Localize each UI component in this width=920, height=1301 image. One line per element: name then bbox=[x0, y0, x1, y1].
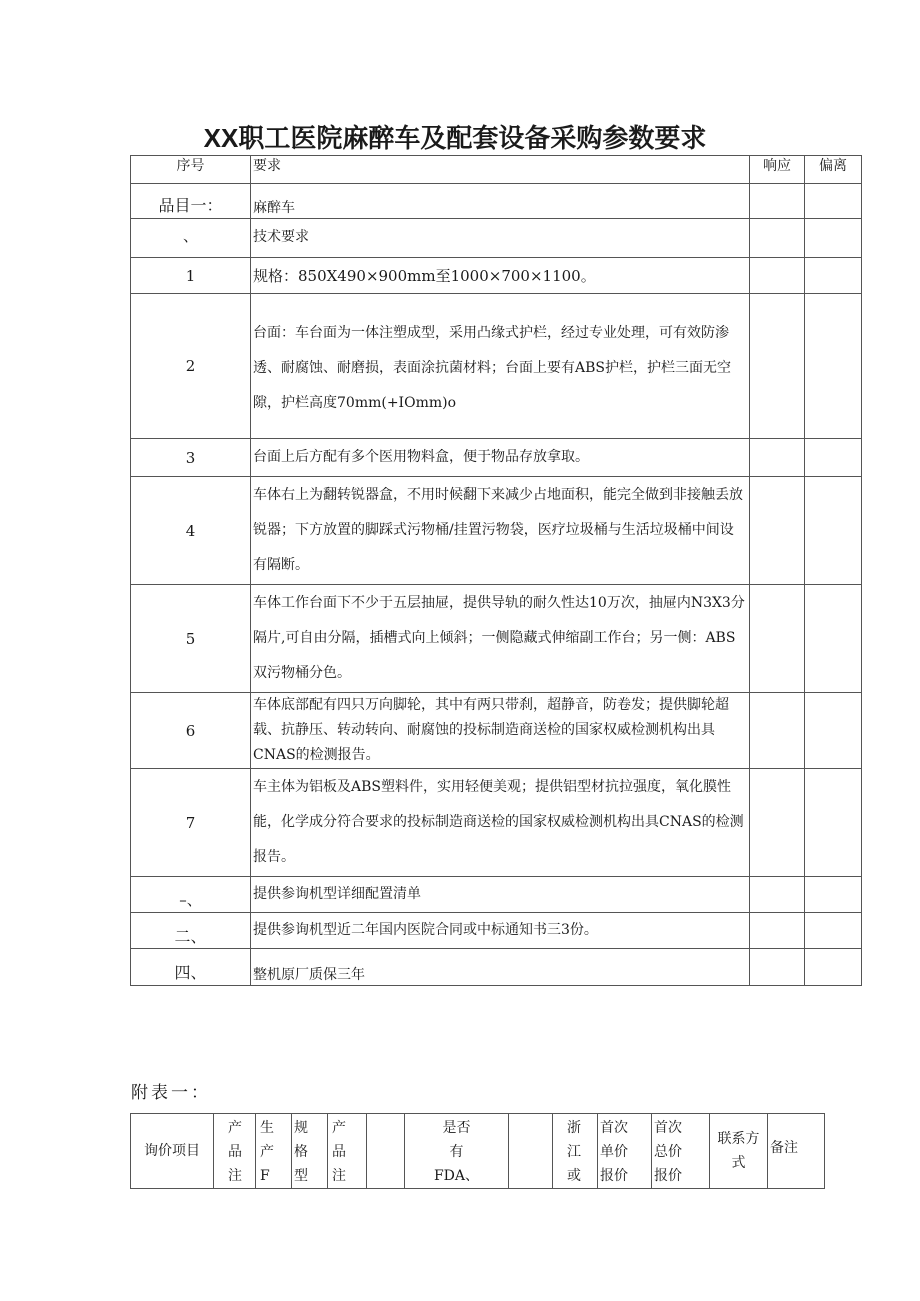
inquiry-col-product-reg: 产 品 注 bbox=[214, 1114, 256, 1189]
table-row bbox=[131, 877, 862, 913]
response-cell[interactable] bbox=[750, 949, 805, 986]
inquiry-col-remarks: 备注 bbox=[768, 1114, 825, 1189]
inquiry-table bbox=[130, 1113, 825, 1189]
inquiry-col-blank-1 bbox=[367, 1114, 405, 1189]
response-cell[interactable] bbox=[750, 769, 805, 877]
row-text: 车体工作台面下不少于五层抽屉，提供导轨的耐久性达10万次，抽屉内N3X3分隔片,可自由分隔，插槽式向上倾斜；一侧隐藏式伸缩副工作台；另一侧：ABS双污物桶分色。 bbox=[251, 585, 750, 693]
row-no: 3 bbox=[131, 439, 251, 477]
row-text: 台面上后方配有多个医用物料盒，便于物品存放拿取。 bbox=[251, 439, 750, 477]
deviation-cell[interactable] bbox=[805, 877, 862, 913]
row-text: 技术要求 bbox=[251, 219, 750, 258]
deviation-cell[interactable] bbox=[805, 258, 862, 294]
page-title bbox=[130, 118, 780, 155]
inquiry-header-row bbox=[131, 1114, 825, 1189]
inquiry-col-blank-2 bbox=[509, 1114, 553, 1189]
deviation-cell[interactable] bbox=[805, 294, 862, 439]
header-deviation: 偏离 bbox=[805, 156, 862, 184]
table-row bbox=[131, 184, 862, 219]
inquiry-col-fda: 是否 有 FDA、 bbox=[405, 1114, 509, 1189]
deviation-cell[interactable] bbox=[805, 769, 862, 877]
inquiry-col-unit-price: 首次 单价 报价 bbox=[598, 1114, 652, 1189]
row-text: 麻醉车 bbox=[251, 184, 750, 219]
row-no: 二、 bbox=[131, 913, 251, 949]
inquiry-col-contact: 联系方 式 bbox=[710, 1114, 768, 1189]
inquiry-col-zhejiang: 浙 江 或 bbox=[553, 1114, 598, 1189]
inquiry-col-total-price: 首次 总价 报价 bbox=[652, 1114, 710, 1189]
row-text: 提供参询机型详细配置清单 bbox=[251, 877, 750, 913]
table-row bbox=[131, 769, 862, 877]
response-cell[interactable] bbox=[750, 184, 805, 219]
row-no: 6 bbox=[131, 693, 251, 769]
row-no: 2 bbox=[131, 294, 251, 439]
row-text: 车体右上为翻转锐器盒，不用时候翻下来减少占地面积，能完全做到非接触丢放锐器；下方放置的脚踩式污物桶/挂置污物袋，医疗垃圾桶与生活垃圾桶中间设有隔断。 bbox=[251, 477, 750, 585]
table-row bbox=[131, 477, 862, 585]
response-cell[interactable] bbox=[750, 585, 805, 693]
response-cell[interactable] bbox=[750, 258, 805, 294]
deviation-cell[interactable] bbox=[805, 585, 862, 693]
row-text: 整机原厂质保三年 bbox=[251, 949, 750, 986]
response-cell[interactable] bbox=[750, 439, 805, 477]
table-row bbox=[131, 585, 862, 693]
row-no: 品目一： bbox=[131, 184, 251, 219]
inquiry-col-manufacturer: 生 产 F bbox=[256, 1114, 292, 1189]
row-text: 台面：车台面为一体注塑成型，采用凸缘式护栏，经过专业处理，可有效防渗透、耐腐蚀、耐磨损，表面涂抗菌材料；台面上要有ABS护栏，护栏三面无空隙，护栏高度70mm(+IOmm)o bbox=[251, 294, 750, 439]
table-row bbox=[131, 219, 862, 258]
row-text: 提供参询机型近二年国内医院合同或中标通知书三3份。 bbox=[251, 913, 750, 949]
table-row bbox=[131, 913, 862, 949]
table-row bbox=[131, 949, 862, 986]
response-cell[interactable] bbox=[750, 913, 805, 949]
header-no: 序号 bbox=[131, 156, 251, 184]
row-no: 四、 bbox=[131, 949, 251, 986]
response-cell[interactable] bbox=[750, 693, 805, 769]
spec-header-row bbox=[131, 156, 862, 184]
spec-table bbox=[130, 155, 862, 986]
deviation-cell[interactable] bbox=[805, 477, 862, 585]
title-main: 职工医院麻醉车及配套设备采购参数要求 bbox=[238, 124, 707, 154]
deviation-cell[interactable] bbox=[805, 693, 862, 769]
deviation-cell[interactable] bbox=[805, 439, 862, 477]
deviation-cell[interactable] bbox=[805, 913, 862, 949]
table-row bbox=[131, 439, 862, 477]
table-row bbox=[131, 294, 862, 439]
response-cell[interactable] bbox=[750, 877, 805, 913]
header-response: 响应 bbox=[750, 156, 805, 184]
response-cell[interactable] bbox=[750, 219, 805, 258]
table-row bbox=[131, 693, 862, 769]
row-no: 5 bbox=[131, 585, 251, 693]
deviation-cell[interactable] bbox=[805, 949, 862, 986]
title-prefix: XX bbox=[203, 123, 239, 153]
table-row bbox=[131, 258, 862, 294]
appendix-label: 附表一： bbox=[131, 1083, 211, 1103]
row-no: 、 bbox=[131, 219, 251, 258]
deviation-cell[interactable] bbox=[805, 184, 862, 219]
response-cell[interactable] bbox=[750, 477, 805, 585]
row-no: 1 bbox=[131, 258, 251, 294]
row-no: 4 bbox=[131, 477, 251, 585]
header-req: 要求 bbox=[251, 156, 750, 184]
deviation-cell[interactable] bbox=[805, 219, 862, 258]
inquiry-col-model: 规 格 型 bbox=[292, 1114, 328, 1189]
row-text: 规格：850X490×900mm至1000×700×1100。 bbox=[251, 258, 750, 294]
row-text: 车主体为铝板及ABS塑料件，实用轻便美观；提供铝型材抗拉强度，氧化膜性能，化学成分符合要求的投标制造商送检的国家权威检测机构出具CNAS的检测报告。 bbox=[251, 769, 750, 877]
row-no: 7 bbox=[131, 769, 251, 877]
row-text: 车体底部配有四只万向脚轮，其中有两只带刹，超静音，防卷发；提供脚轮超载、抗静压、转动转向、耐腐蚀的投标制造商送检的国家权威检测机构出具CNAS的检测报告。 bbox=[251, 693, 750, 769]
response-cell[interactable] bbox=[750, 294, 805, 439]
inquiry-col-product-note: 产 品 注 bbox=[328, 1114, 367, 1189]
row-no: –、 bbox=[131, 877, 251, 913]
inquiry-col-item: 询价项目 bbox=[131, 1114, 214, 1189]
